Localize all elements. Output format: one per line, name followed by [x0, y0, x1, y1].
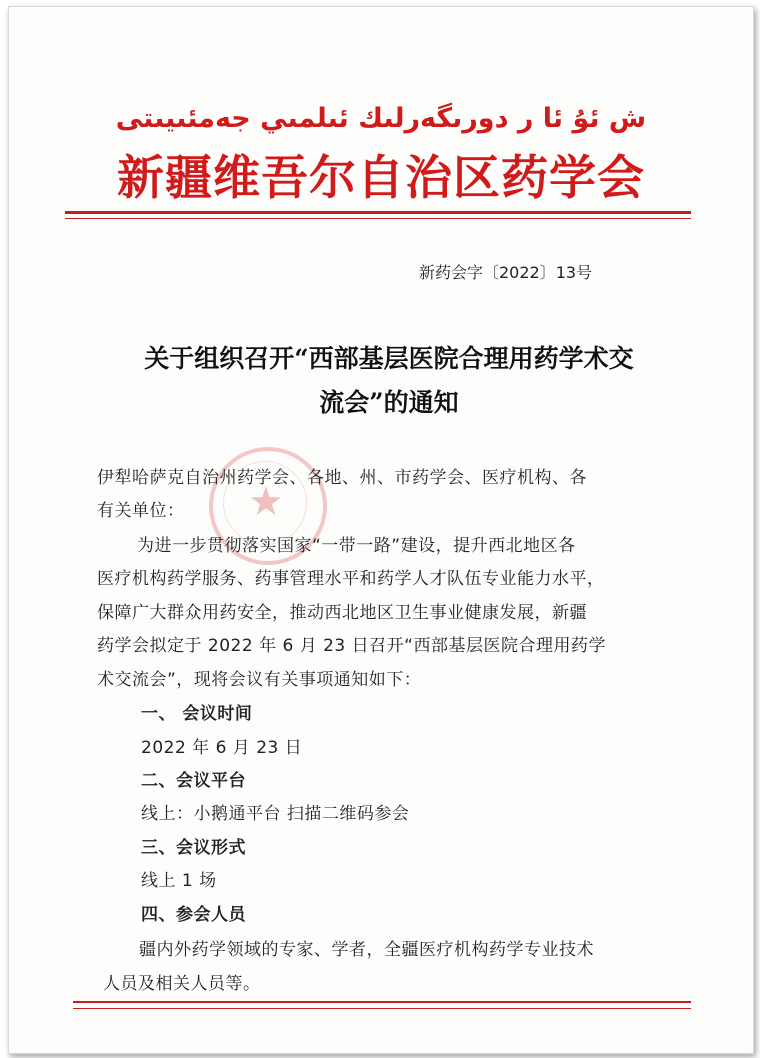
footer-rule-thick [73, 1001, 691, 1003]
paragraph-line: 术交流会”，现将会议有关事项通知如下： [97, 670, 422, 690]
section-content-time: 2022 年 6 月 23 日 [141, 738, 303, 758]
section-heading-format: 三、会议形式 [141, 838, 246, 858]
section-heading-platform: 二、会议平台 [141, 771, 246, 791]
section-content-participants-cont: 人员及相关人员等。 [103, 974, 261, 994]
header-rule-thin [65, 218, 691, 219]
section-content-platform: 线上：小鹅通平台 扫描二维码参会 [141, 804, 410, 824]
notice-title-line-2: 流会”的通知 [319, 388, 459, 417]
section-heading-time: 一、 会议时间 [141, 704, 253, 724]
document-number: 新药会字〔2022〕13号 [419, 263, 593, 282]
recipient-line-1: 伊犁哈萨克自治州药学会、各地、州、市药学会、医疗机构、各 [97, 468, 587, 488]
paragraph-line: 医疗机构药学服务、药事管理水平和药学人才队伍专业能力水平， [97, 569, 605, 589]
section-content-participants: 疆内外药学领域的专家、学者，全疆医疗机构药学专业技术 [139, 940, 594, 960]
recipient-line-2: 有关单位： [97, 501, 185, 521]
paragraph-line: 保障广大群众用药安全，推动西北地区卫生事业健康发展，新疆 [97, 603, 587, 623]
star-icon: ★ [248, 479, 284, 525]
notice-title-line-1: 关于组织召开“西部基层医院合理用药学术交 [144, 344, 634, 373]
paragraph-line: 药学会拟定于 2022 年 6 月 23 日召开“西部基层医院合理用药学 [97, 636, 606, 656]
section-heading-participants: 四、参会人员 [141, 905, 246, 925]
section-content-format: 线上 1 场 [141, 871, 217, 891]
uyghur-org-name: ش ئۇ ئا ر دورىگەرلىك ئىلمىي جەمئىيىتى [115, 103, 647, 134]
footer-rule-thin [73, 1008, 691, 1009]
document-page [8, 6, 754, 1054]
org-name: 新疆维吾尔自治区药学会 [117, 151, 645, 206]
header-rule-thick [65, 211, 691, 214]
paragraph-line: 为进一步贯彻落实国家“一带一路”建设，提升西北地区各 [137, 536, 576, 556]
